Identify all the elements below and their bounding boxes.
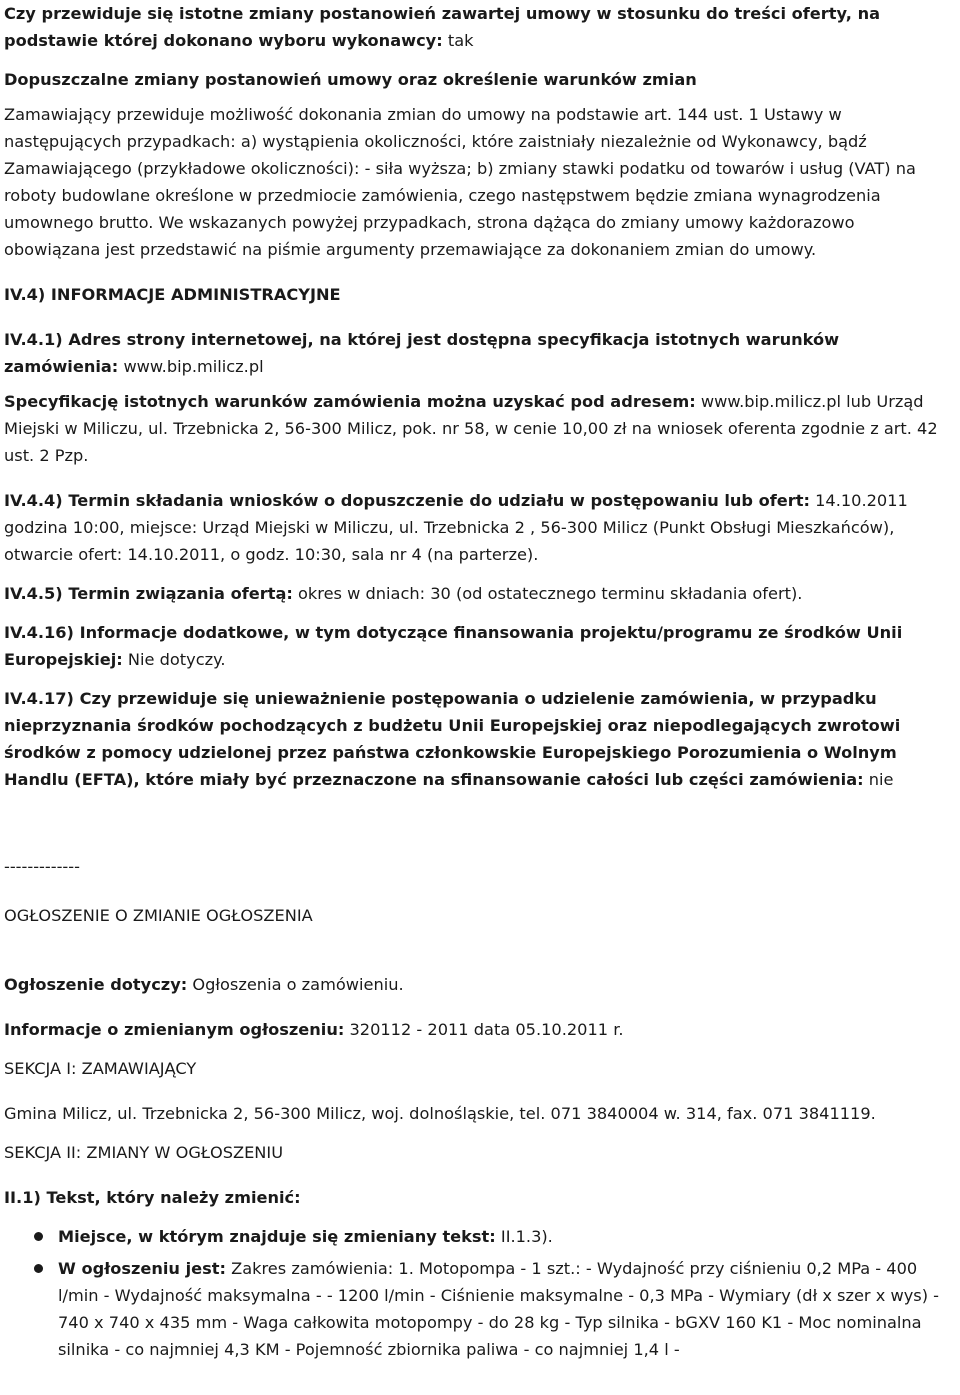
iv41-field bbox=[4, 326, 948, 380]
change-notice-title: OGŁOSZENIE O ZMIANIE OGŁOSZENIA bbox=[4, 906, 313, 925]
section2-title: SEKCJA II: ZMIANY W OGŁOSZENIU bbox=[4, 1143, 284, 1162]
iv41-value: www.bip.milicz.pl bbox=[118, 357, 264, 376]
bullet-icon bbox=[34, 1232, 43, 1241]
list-item bbox=[58, 1223, 948, 1250]
list-item bbox=[58, 1255, 948, 1363]
contract-changes-question-label: Czy przewiduje się istotne zmiany postanowień zawartej umowy w stosunku do treści oferty, na podstawie której dokonano wyboru wykonawcy: bbox=[4, 4, 881, 50]
allowed-changes-heading: Dopuszczalne zmiany postanowień umowy oraz określenie warunków zmian bbox=[4, 70, 697, 89]
iv416-value: Nie dotyczy. bbox=[122, 650, 226, 669]
list-item-label: W ogłoszeniu jest: bbox=[58, 1259, 226, 1278]
list-item-label: Miejsce, w którym znajduje się zmieniany tekst: bbox=[58, 1227, 496, 1246]
info-changed-value: 320112 - 2011 data 05.10.2011 r. bbox=[344, 1020, 624, 1039]
iv41-label: IV.4.1) Adres strony internetowej, na której jest dostępna specyfikacja istotnych warunków zamówienia: bbox=[4, 330, 840, 376]
section1-title: SEKCJA I: ZAMAWIAJĄCY bbox=[4, 1059, 197, 1078]
info-changed-field bbox=[4, 1016, 948, 1043]
list-item-value: II.1.3). bbox=[495, 1227, 553, 1246]
bullet-icon bbox=[34, 1264, 43, 1273]
iv45-field bbox=[4, 580, 948, 607]
concerns-value: Ogłoszenia o zamówieniu. bbox=[187, 975, 404, 994]
iv416-field bbox=[4, 619, 948, 673]
iv417-field bbox=[4, 685, 948, 793]
iv44-label: IV.4.4) Termin składania wniosków o dopuszczenie do udziału w postępowaniu lub ofert: bbox=[4, 491, 810, 510]
contract-changes-question bbox=[4, 0, 948, 54]
iv45-value: okres w dniach: 30 (od ostatecznego terminu składania ofert). bbox=[292, 584, 803, 603]
allowed-changes-text: Zamawiający przewiduje możliwość dokonania zmian do umowy na podstawie art. 144 ust. 1 Ustawy w następujących przypadkach: a) wystąpienia okoliczności, które zaistniały niezależnie od Wykonawcy, bądź Zamawiającego (przykładowe okoliczności): - siła wyższa; b) zmiany stawki podatku od towarów i usług (VAT) na roboty budowlane określone w przedmiocie zamówienia, czego następstwem będzie zmiana wynagrodzenia umownego brutto. We wskazanych powyżej przypadkach, strona dążąca do zmiany umowy każdorazowo obowiązana jest przedstawić na piśmie argumenty przemawiające za dokonaniem zmian do umowy. bbox=[4, 105, 916, 259]
concerns-label: Ogłoszenie dotyczy: bbox=[4, 975, 188, 994]
iv44-field bbox=[4, 487, 948, 568]
iv417-value: nie bbox=[863, 770, 894, 789]
list-item-value: Zakres zamówienia: 1. Motopompa - 1 szt.: - Wydajność przy ciśnieniu 0,2 MPa - 400 l/min - Wydajność maksymalna - - 1200 l/min - Ciśnienie maksymalne - 0,3 MPa - Wymiary (dł x szer x wys) - 740 x 740 x 435 mm - Waga całkowita motopompy - do 28 kg - Typ silnika - bGXV 160 K1 - Moc nominalna silnika - co najmniej 4,3 KM - Pojemność zbiornika paliwa - co najmniej 1,4 l - bbox=[58, 1259, 940, 1359]
ii1-heading: II.1) Tekst, który należy zmienić: bbox=[4, 1188, 301, 1207]
siwz-label: Specyfikację istotnych warunków zamówienia można uzyskać pod adresem: bbox=[4, 392, 696, 411]
siwz-value: www.bip.milicz.pl lub Urząd Miejski w Miliczu, ul. Trzebnicka 2, 56-300 Milicz, pok. nr 58, w cenie 10,00 zł na wniosek oferenta zgodnie z art. 42 ust. 2 Pzp. bbox=[4, 392, 938, 465]
separator-line: ------------- bbox=[4, 857, 80, 876]
info-changed-label: Informacje o zmienianym ogłoszeniu: bbox=[4, 1020, 345, 1039]
section-iv4-heading: IV.4) INFORMACJE ADMINISTRACYJNE bbox=[4, 285, 341, 304]
changes-list bbox=[4, 1223, 948, 1363]
contract-changes-question-value: tak bbox=[442, 31, 474, 50]
contracting-authority: Gmina Milicz, ul. Trzebnicka 2, 56-300 Milicz, woj. dolnośląskie, tel. 071 3840004 w. 314, fax. 071 3841119. bbox=[4, 1104, 876, 1123]
iv416-label: IV.4.16) Informacje dodatkowe, w tym dotyczące finansowania projektu/programu ze środków Unii Europejskiej: bbox=[4, 623, 903, 669]
siwz-field bbox=[4, 388, 948, 469]
iv45-label: IV.4.5) Termin związania ofertą: bbox=[4, 584, 293, 603]
concerns-field bbox=[4, 971, 948, 998]
iv417-label: IV.4.17) Czy przewiduje się unieważnienie postępowania o udzielenie zamówienia, w przypadku nieprzyznania środków pochodzących z budżetu Unii Europejskiej oraz niepodlegających zwrotowi środków z pomocy udzielonej przez państwa członkowskie Europejskiego Porozumienia o Wolnym Handlu (EFTA), które miały być przeznaczone na sfinansowanie całości lub części zamówienia: bbox=[4, 689, 901, 789]
iv44-value: 14.10.2011 godzina 10:00, miejsce: Urząd Miejski w Miliczu, ul. Trzebnicka 2 , 56-300 Milicz (Punkt Obsługi Mieszkańców), otwarcie ofert: 14.10.2011, o godz. 10:30, sala nr 4 (na parterze). bbox=[4, 491, 908, 564]
